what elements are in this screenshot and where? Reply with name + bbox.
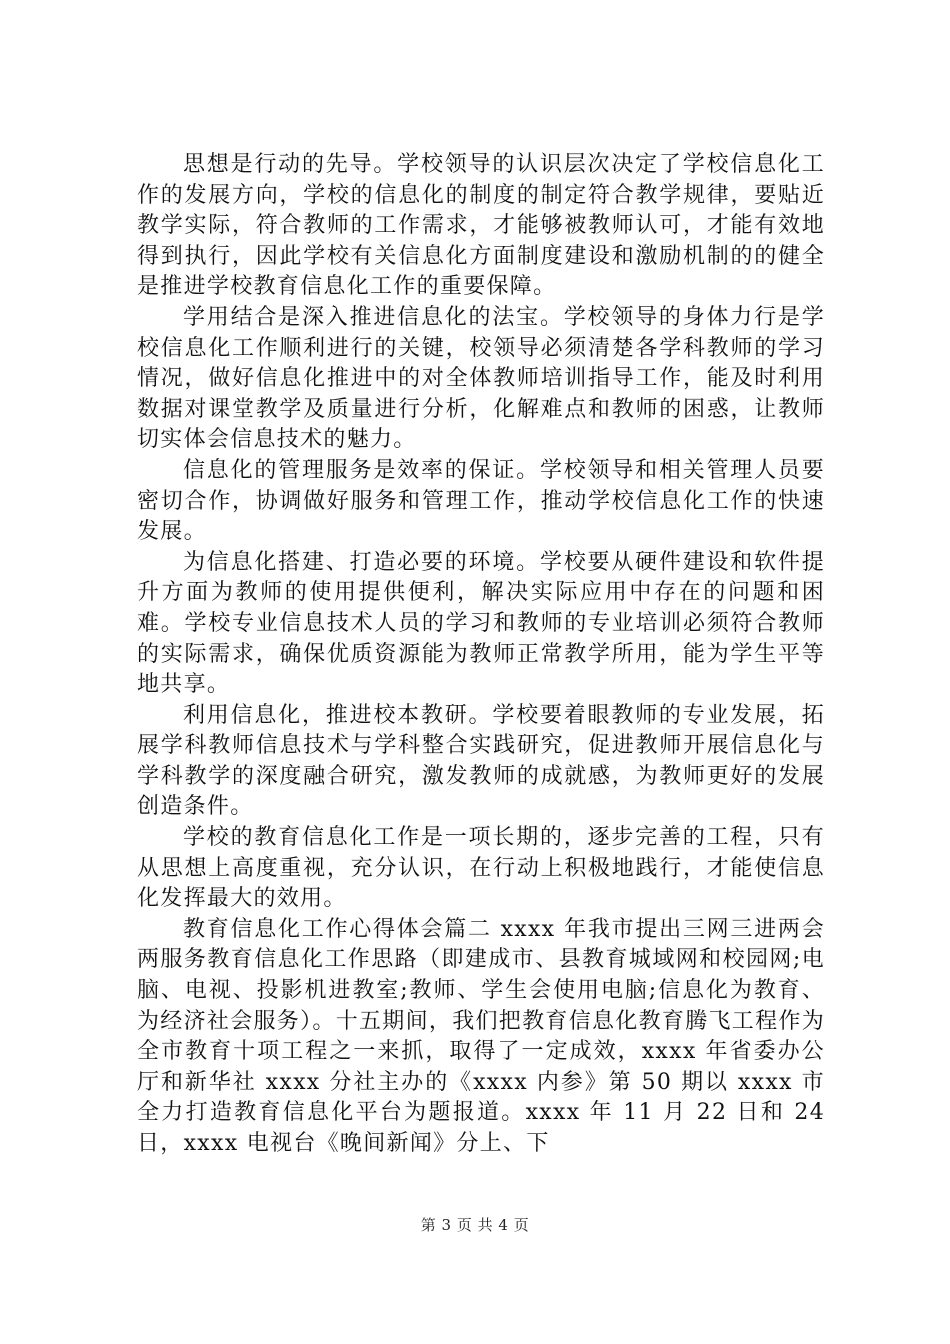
- paragraph-6: 学校的教育信息化工作是一项长期的，逐步完善的工程，只有从思想上高度重视，充分认识，在行动上积极地践行，才能使信息化发挥最大的效用。: [137, 825, 825, 912]
- paragraph-4: 为信息化搭建、打造必要的环境。学校要从硬件建设和软件提升方面为教师的使用提供便利，解决实际应用中存在的问题和困难。学校专业信息技术人员的学习和教师的专业培训必须符合教师的实际需求，确保优质资源能为教师正常教学所用，能为学生平等地共享。: [137, 549, 825, 698]
- paragraph-5: 利用信息化，推进校本教研。学校要着眼教师的专业发展，拓展学科教师信息技术与学科整合实践研究，促进教师开展信息化与学科教学的深度融合研究，激发教师的成就感，为教师更好的发展创造条件。: [137, 702, 825, 820]
- paragraph-1: 思想是行动的先导。学校领导的认识层次决定了学校信息化工作的发展方向，学校的信息化的制度的制定符合教学规律，要贴近教学实际，符合教师的工作需求，才能够被教师认可，才能有效地得到执行，因此学校有关信息化方面制度建设和激励机制的的健全是推进学校教育信息化工作的重要保障。: [137, 152, 825, 300]
- paragraph-2: 学用结合是深入推进信息化的法宝。学校领导的身体力行是学校信息化工作顺利进行的关键，校领导必须清楚各学科教师的学习情况，做好信息化推进中的对全体教师培训指导工作，能及时利用数据对课堂教学及质量进行分析，化解难点和教师的困惑，让教师切实体会信息技术的魅力。: [137, 304, 825, 453]
- page-number-footer: 第 3 页 共 4 页: [420, 1216, 530, 1234]
- paragraph-3: 信息化的管理服务是效率的保证。学校领导和相关管理人员要密切合作，协调做好服务和管理工作，推动学校信息化工作的快速发展。: [137, 457, 825, 545]
- paragraph-7: 教育信息化工作心得体会篇二 xxxx 年我市提出三网三进两会两服务教育信息化工作思路（即建成市、县教育城域网和校园网;电脑、电视、投影机进教室;教师、学生会使用电脑;信息化为教育、为经济社会服务）。十五期间，我们把教育信息化教育腾飞工程作为全市教育十项工程之一来抓，取得了一定成效，xxxx 年省委办公厅和新华社 xxxx 分社主办的《xxxx 内参》第 50 期以 xxxx 市全力打造教育信息化平台为题报道。xxxx 年 11 月 22 日和 24 日，xxxx 电视台《晚间新闻》分上、下: [137, 916, 826, 1156]
- document-body: [137, 150, 825, 1160]
